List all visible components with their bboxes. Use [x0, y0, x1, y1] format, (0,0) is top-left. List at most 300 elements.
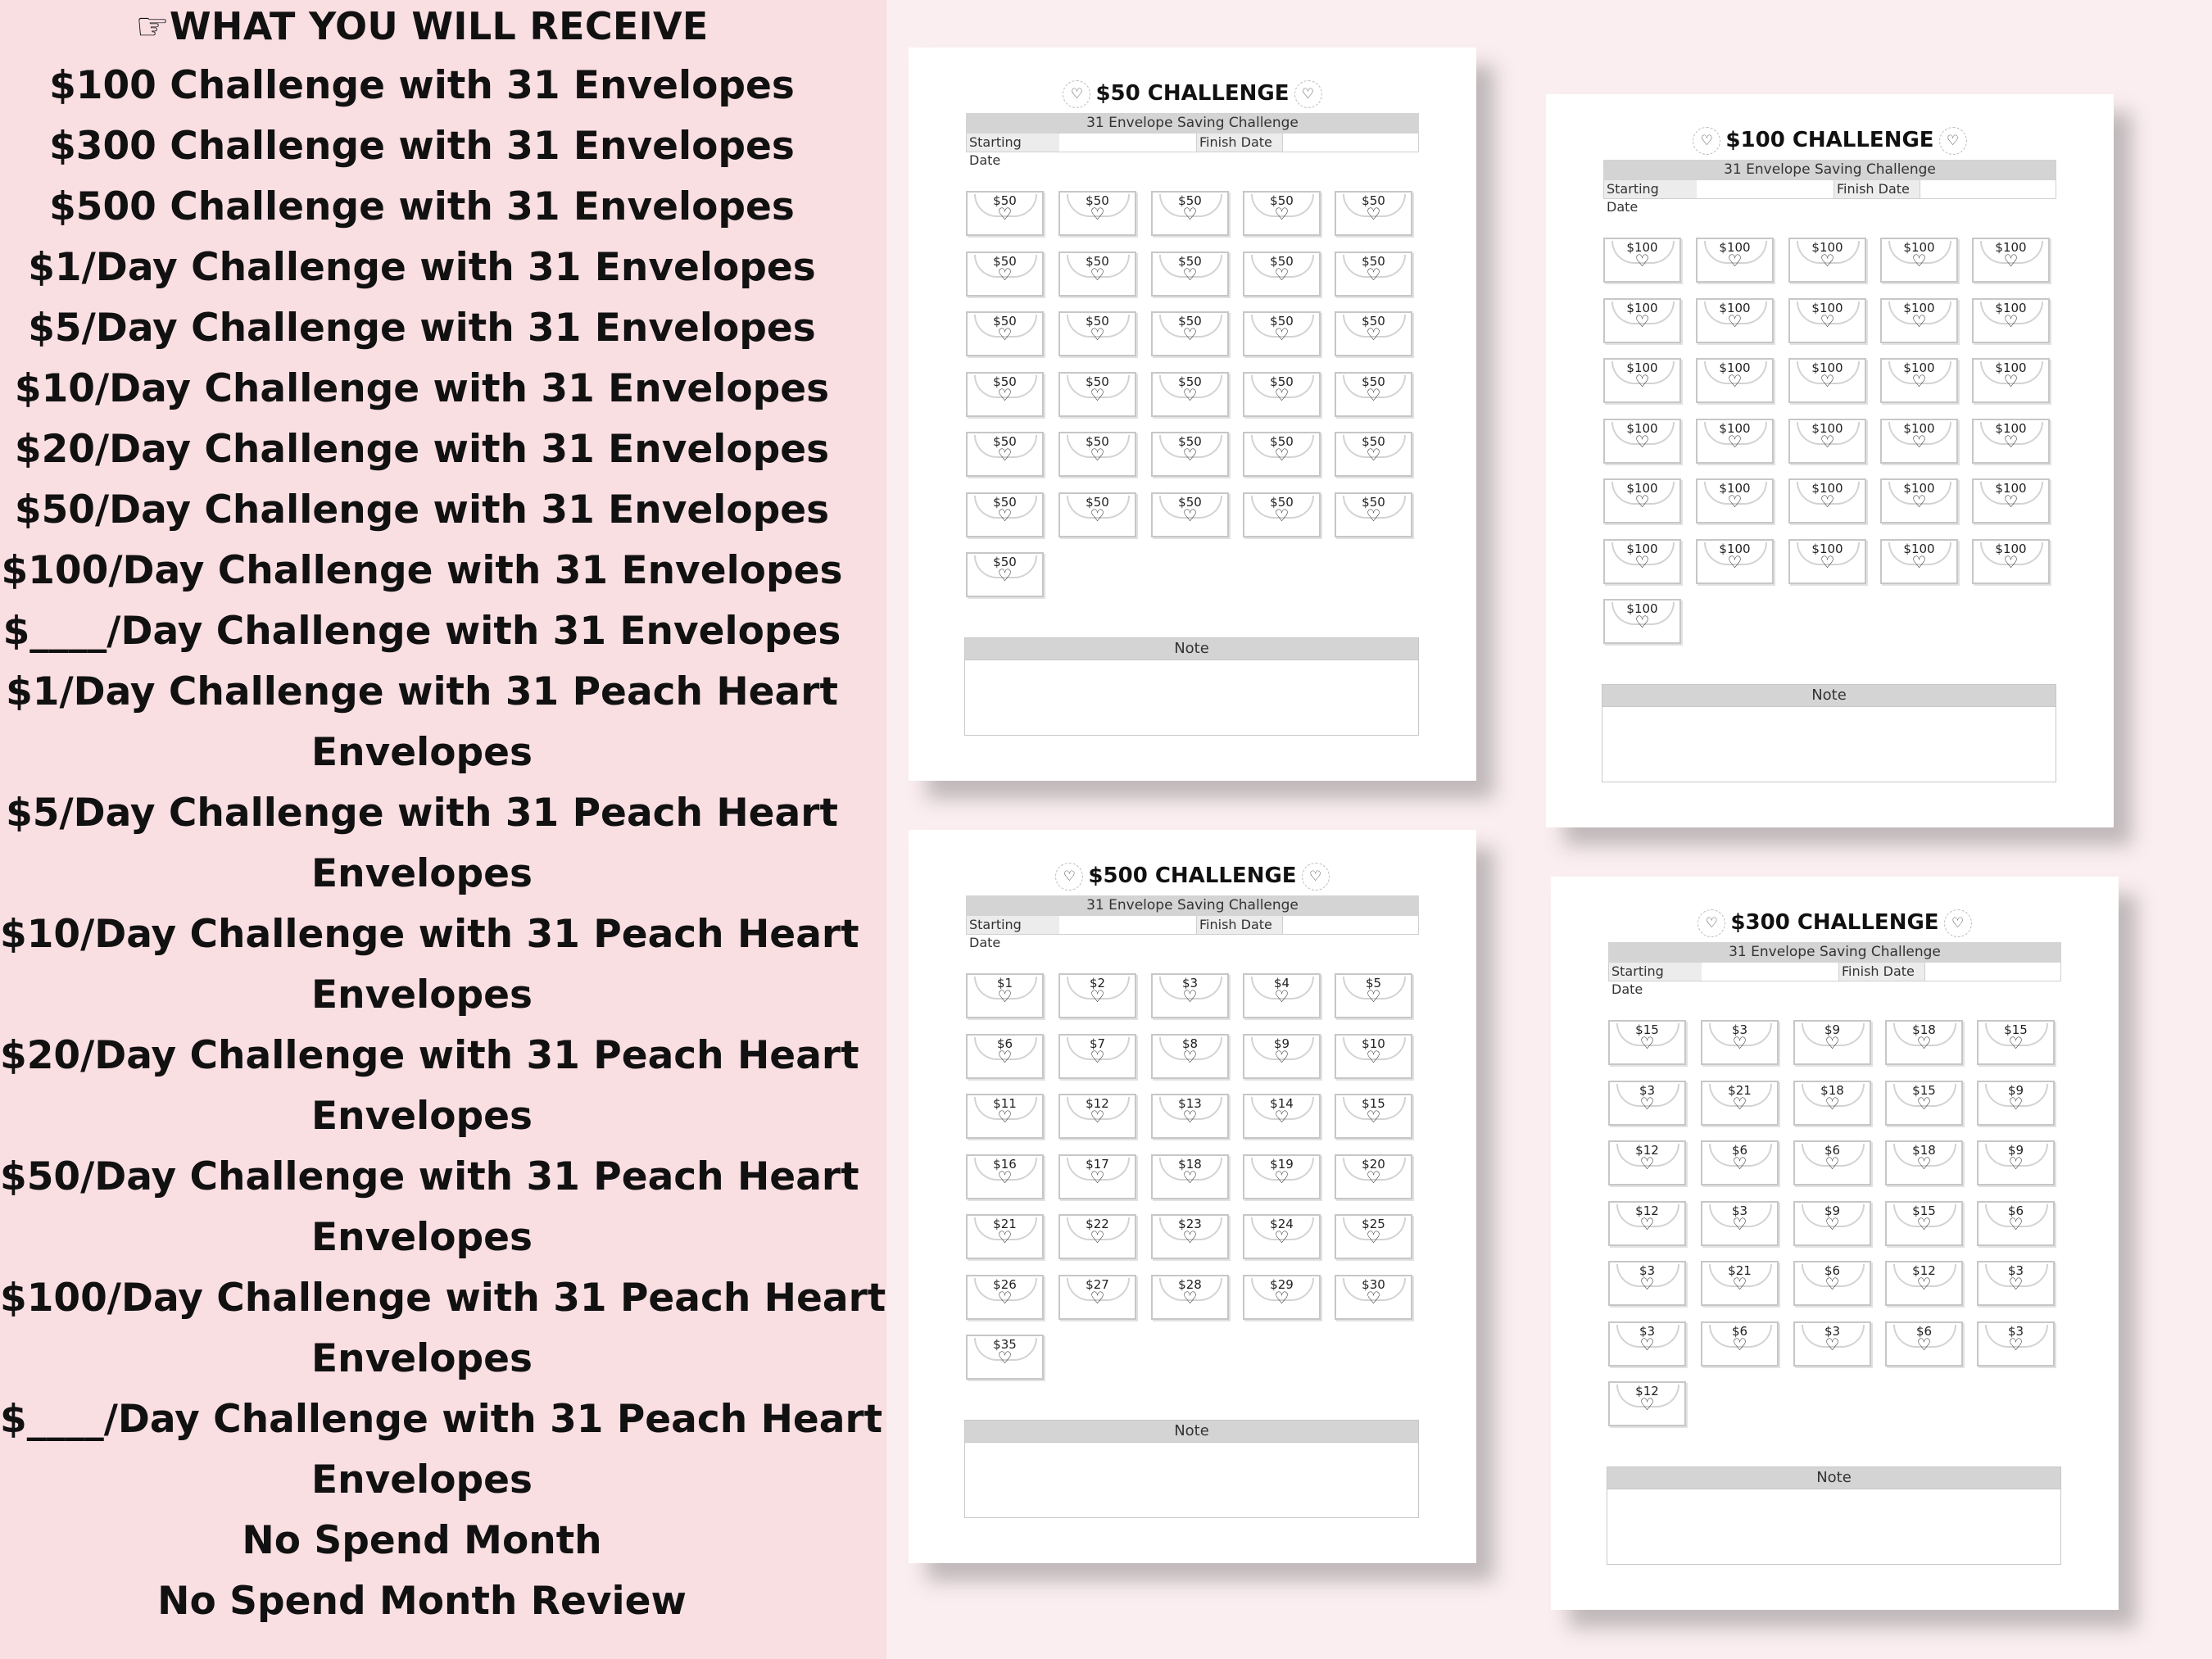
envelope-amount: $50	[993, 254, 1017, 269]
envelope	[1608, 1081, 1686, 1126]
envelope-amount: $100	[1811, 481, 1843, 496]
heart-icon: ♡	[1090, 1288, 1105, 1308]
envelope	[1243, 492, 1321, 537]
envelope-amount: $6	[996, 1036, 1013, 1051]
envelope	[1788, 419, 1866, 464]
heart-icon: ♡	[1824, 1033, 1840, 1053]
heart-icon: ♡	[1274, 986, 1290, 1006]
envelope-amount: $10	[1362, 1036, 1385, 1051]
envelope-amount: $50	[993, 193, 1017, 208]
envelope-amount: $100	[1719, 481, 1751, 496]
envelope-amount: $18	[1912, 1022, 1936, 1037]
receive-list-item: $____/Day Challenge with 31 Peach Heart	[0, 1397, 883, 1442]
heart-icon: ♡	[2008, 1154, 2024, 1173]
receive-list-item: Envelopes	[311, 1215, 533, 1260]
envelope-amount: $100	[1719, 240, 1751, 255]
heart-icon: ♡	[1911, 492, 1927, 511]
envelope-amount: $100	[1811, 360, 1843, 375]
envelope-amount: $24	[1270, 1217, 1294, 1231]
heart-icon: ♡	[1820, 492, 1835, 511]
heart-icon: ♡	[1911, 432, 1927, 451]
envelope-amount: $100	[1995, 481, 2027, 496]
heart-icon: ♡	[997, 986, 1013, 1006]
heart-icon: ♡	[1366, 1047, 1381, 1067]
envelope-amount: $25	[1362, 1217, 1385, 1231]
note-header: Note	[964, 1420, 1419, 1443]
heart-icon: ♡	[1366, 385, 1381, 405]
envelope	[1151, 432, 1229, 477]
envelope-amount: $12	[1912, 1263, 1936, 1278]
envelope-amount: $3	[1731, 1203, 1748, 1218]
heart-icon: ♡	[1916, 1274, 1932, 1294]
heart-icon: ♡	[1727, 251, 1743, 270]
envelope-amount: $12	[1635, 1384, 1659, 1398]
heart-icon: ♡	[1732, 1214, 1747, 1234]
envelope-amount: $12	[1086, 1096, 1109, 1111]
heart-icon: ♡	[1366, 204, 1381, 224]
heart-icon: ♡	[1916, 1154, 1932, 1173]
envelope	[1243, 432, 1321, 477]
heart-icon: ♡	[1366, 1107, 1381, 1126]
envelope-amount: $50	[993, 314, 1017, 329]
envelope-amount: $100	[1811, 240, 1843, 255]
envelope	[1696, 298, 1774, 343]
envelope	[1701, 1081, 1779, 1126]
heart-icon: ♡	[1274, 1167, 1290, 1187]
envelope-amount: $22	[1086, 1217, 1109, 1231]
envelope-amount: $100	[1995, 240, 2027, 255]
envelope-amount: $8	[1181, 1036, 1199, 1051]
envelope	[1335, 973, 1412, 1018]
heart-icon: ♡	[1639, 1335, 1655, 1354]
receive-list-item: No Spend Month	[242, 1518, 602, 1563]
note-header: Note	[1607, 1466, 2061, 1489]
envelope	[1880, 539, 1958, 584]
envelope	[1603, 478, 1681, 524]
envelope-amount: $13	[1178, 1096, 1202, 1111]
note-box	[1607, 1489, 2061, 1565]
challenge-sheet	[1551, 877, 2119, 1610]
heart-icon: ♡	[2008, 1094, 2024, 1113]
heart-icon: ♡	[997, 505, 1013, 525]
heart-icon: ♡	[997, 265, 1013, 284]
envelope	[966, 552, 1044, 597]
envelope-amount: $100	[1903, 240, 1935, 255]
envelope-amount: $50	[1270, 374, 1294, 389]
challenge-sheet	[909, 830, 1476, 1563]
envelope	[1058, 1094, 1136, 1139]
envelope-amount: $18	[1912, 1143, 1936, 1158]
envelope-amount: $50	[993, 495, 1017, 510]
heart-icon: ♡	[1820, 371, 1835, 391]
envelope-amount: $50	[993, 374, 1017, 389]
envelope	[1701, 1261, 1779, 1306]
envelope	[1608, 1321, 1686, 1367]
heart-icon: ♡	[1732, 1094, 1747, 1113]
envelope	[1335, 1154, 1412, 1199]
envelope	[1243, 1034, 1321, 1079]
sheet-title-text: $50 CHALLENGE	[1095, 81, 1290, 106]
envelope-amount: $100	[1811, 421, 1843, 436]
envelope	[1058, 492, 1136, 537]
note-box	[1602, 707, 2056, 782]
envelope	[966, 492, 1044, 537]
heart-icon: ♡	[1634, 552, 1650, 572]
envelope	[966, 311, 1044, 356]
envelope	[1151, 311, 1229, 356]
envelope	[1335, 191, 1412, 236]
heart-icon: ♡	[1182, 445, 1198, 465]
envelope	[1793, 1020, 1871, 1065]
envelope	[1151, 1214, 1229, 1259]
envelope	[1793, 1201, 1871, 1246]
envelope-amount: $2	[1089, 976, 1106, 990]
heart-icon: ♡	[1274, 1047, 1290, 1067]
receive-list-item: $10/Day Challenge with 31 Envelopes	[14, 366, 830, 411]
envelope-amount: $100	[1995, 421, 2027, 436]
envelope-amount: $100	[1811, 301, 1843, 315]
starting-date-label: Starting Date	[1604, 180, 1697, 198]
heart-icon: ♡	[1727, 552, 1743, 572]
envelope	[966, 432, 1044, 477]
heart-icon: ♡	[1634, 612, 1650, 632]
envelope-amount: $50	[1178, 495, 1202, 510]
sheet-title	[1551, 908, 2119, 937]
envelope-amount: $3	[1639, 1083, 1656, 1098]
envelope-amount: $3	[2007, 1324, 2024, 1339]
sheet-subtitle: 31 Envelope Saving Challenge	[966, 113, 1419, 134]
envelope-amount: $100	[1995, 301, 2027, 315]
receive-list-item: $100 Challenge with 31 Envelopes	[49, 63, 795, 108]
receive-list-item: Envelopes	[311, 972, 533, 1018]
envelope	[1696, 539, 1774, 584]
envelope	[1977, 1261, 2055, 1306]
envelope	[1880, 419, 1958, 464]
heart-icon: ♡	[1693, 127, 1720, 155]
finish-date-label: Finish Date	[1834, 180, 1920, 198]
heart-icon: ♡	[2008, 1214, 2024, 1234]
envelope-amount: $50	[1362, 374, 1385, 389]
heart-icon: ♡	[1090, 1227, 1105, 1247]
envelope-amount: $30	[1362, 1277, 1385, 1292]
envelope-amount: $100	[1626, 601, 1658, 616]
envelope-amount: $100	[1719, 301, 1751, 315]
envelope	[1977, 1020, 2055, 1065]
envelope-amount: $6	[1824, 1143, 1841, 1158]
envelope	[1885, 1321, 1963, 1367]
heart-icon: ♡	[1639, 1033, 1655, 1053]
envelope	[1335, 311, 1412, 356]
envelope	[1243, 1214, 1321, 1259]
date-row	[1608, 963, 2061, 997]
starting-date-label: Starting Date	[1609, 963, 1702, 981]
heart-icon: ♡	[1090, 986, 1105, 1006]
envelope-amount: $100	[1719, 542, 1751, 556]
envelope-amount: $100	[1903, 542, 1935, 556]
envelope-amount: $3	[1824, 1324, 1841, 1339]
envelope-amount: $100	[1719, 421, 1751, 436]
heart-icon: ♡	[1274, 204, 1290, 224]
heart-icon: ♡	[1639, 1214, 1655, 1234]
envelope-amount: $50	[1362, 495, 1385, 510]
envelope-amount: $15	[2004, 1022, 2028, 1037]
envelope-amount: $26	[993, 1277, 1017, 1292]
heart-icon: ♡	[1939, 127, 1967, 155]
heart-icon: ♡	[2003, 311, 2019, 331]
heart-icon: ♡	[1698, 909, 1725, 937]
envelope	[1885, 1261, 1963, 1306]
heart-icon: ♡	[1063, 80, 1090, 108]
envelope	[1880, 298, 1958, 343]
note-box	[964, 1443, 1419, 1518]
receive-list-item: $500 Challenge with 31 Envelopes	[49, 184, 795, 229]
envelope	[1788, 238, 1866, 283]
envelope	[966, 1094, 1044, 1139]
heart-icon: ♡	[1732, 1033, 1747, 1053]
envelope	[1972, 478, 2050, 524]
envelope	[1788, 478, 1866, 524]
heart-icon: ♡	[1732, 1274, 1747, 1294]
receive-list-item: $____/Day Challenge with 31 Envelopes	[2, 609, 841, 654]
envelope	[1058, 432, 1136, 477]
envelope-amount: $50	[1178, 254, 1202, 269]
envelope-amount: $9	[2007, 1083, 2024, 1098]
envelope-amount: $100	[1626, 240, 1658, 255]
heart-icon: ♡	[1302, 863, 1330, 891]
heart-icon: ♡	[1911, 251, 1927, 270]
envelope-amount: $15	[1362, 1096, 1385, 1111]
receive-list-item: $50/Day Challenge with 31 Envelopes	[14, 487, 830, 533]
heart-icon: ♡	[997, 385, 1013, 405]
heart-icon: ♡	[1944, 909, 1972, 937]
heart-icon: ♡	[997, 1107, 1013, 1126]
envelope-amount: $28	[1178, 1277, 1202, 1292]
envelope	[1880, 478, 1958, 524]
heart-icon: ♡	[1182, 1107, 1198, 1126]
receive-list-item: $50/Day Challenge with 31 Peach Heart	[0, 1154, 859, 1199]
envelope-amount: $21	[1728, 1263, 1752, 1278]
receive-heading: ☞WHAT YOU WILL RECEIVE	[135, 4, 709, 48]
sheet-title	[1546, 125, 2114, 155]
heart-icon: ♡	[1090, 1107, 1105, 1126]
envelope	[1972, 419, 2050, 464]
heart-icon: ♡	[2008, 1274, 2024, 1294]
heart-icon: ♡	[1634, 492, 1650, 511]
receive-list-item: $300 Challenge with 31 Envelopes	[49, 124, 795, 169]
envelope	[1972, 358, 2050, 403]
challenge-sheet	[909, 48, 1476, 781]
heart-icon: ♡	[997, 445, 1013, 465]
envelope	[1058, 252, 1136, 297]
envelope-amount: $17	[1086, 1157, 1109, 1172]
envelope	[1151, 1034, 1229, 1079]
envelope-amount: $50	[1178, 374, 1202, 389]
heart-icon: ♡	[1366, 1288, 1381, 1308]
envelope	[1880, 358, 1958, 403]
envelope-amount: $6	[1731, 1324, 1748, 1339]
envelope-amount: $50	[1178, 193, 1202, 208]
envelope	[1058, 1154, 1136, 1199]
envelope-amount: $50	[1270, 314, 1294, 329]
heart-icon: ♡	[1639, 1154, 1655, 1173]
envelope	[1788, 298, 1866, 343]
heart-icon: ♡	[1090, 265, 1105, 284]
heart-icon: ♡	[1182, 265, 1198, 284]
envelope-amount: $12	[1635, 1143, 1659, 1158]
receive-list-item: $20/Day Challenge with 31 Peach Heart	[0, 1033, 859, 1078]
envelope	[1243, 191, 1321, 236]
heart-icon: ♡	[1366, 1227, 1381, 1247]
envelope	[1885, 1201, 1963, 1246]
heart-icon: ♡	[1182, 1167, 1198, 1187]
envelope	[1058, 1034, 1136, 1079]
envelope	[1696, 238, 1774, 283]
envelope	[1151, 973, 1229, 1018]
heart-icon: ♡	[997, 1227, 1013, 1247]
date-row	[1603, 180, 2056, 215]
heart-icon: ♡	[1182, 204, 1198, 224]
envelope	[1603, 298, 1681, 343]
heart-icon: ♡	[1294, 80, 1322, 108]
receive-list-item: $100/Day Challenge with 31 Envelopes	[1, 548, 843, 593]
heart-icon: ♡	[1911, 311, 1927, 331]
envelope-amount: $50	[1362, 193, 1385, 208]
envelope	[1885, 1020, 1963, 1065]
heart-icon: ♡	[1911, 371, 1927, 391]
envelope-amount: $100	[1995, 542, 2027, 556]
sheet-title-text: $100 CHALLENGE	[1725, 128, 1934, 152]
receive-list-item: Envelopes	[311, 1457, 533, 1503]
envelope-amount: $100	[1626, 301, 1658, 315]
sheet-title	[909, 79, 1476, 108]
envelope-amount: $27	[1086, 1277, 1109, 1292]
envelope	[966, 973, 1044, 1018]
heart-icon: ♡	[1090, 385, 1105, 405]
envelope	[1608, 1261, 1686, 1306]
envelope-amount: $21	[1728, 1083, 1752, 1098]
heart-icon: ♡	[1182, 1288, 1198, 1308]
envelope-amount: $3	[2007, 1263, 2024, 1278]
envelope	[1788, 358, 1866, 403]
envelope	[966, 252, 1044, 297]
envelope	[1243, 1275, 1321, 1320]
envelope	[1243, 252, 1321, 297]
heart-icon: ♡	[2008, 1033, 2024, 1053]
heart-icon: ♡	[1366, 324, 1381, 344]
heart-icon: ♡	[997, 565, 1013, 585]
envelope	[1608, 1020, 1686, 1065]
envelope	[1608, 1381, 1686, 1426]
heart-icon: ♡	[1274, 1288, 1290, 1308]
envelope-amount: $1	[996, 976, 1013, 990]
envelope	[1788, 539, 1866, 584]
envelope	[1696, 419, 1774, 464]
envelope	[966, 1034, 1044, 1079]
heart-icon: ♡	[1274, 324, 1290, 344]
envelope-amount: $6	[1915, 1324, 1933, 1339]
sheet-subtitle: 31 Envelope Saving Challenge	[966, 895, 1419, 916]
envelope	[1701, 1201, 1779, 1246]
starting-date-label: Starting Date	[967, 134, 1059, 152]
envelope-amount: $50	[1362, 314, 1385, 329]
heart-icon: ♡	[1182, 505, 1198, 525]
heart-icon: ♡	[2003, 371, 2019, 391]
envelope-amount: $50	[1086, 254, 1109, 269]
receive-list-item: $5/Day Challenge with 31 Peach Heart	[6, 791, 838, 836]
envelope	[1793, 1321, 1871, 1367]
envelope-amount: $100	[1626, 481, 1658, 496]
heart-icon: ♡	[1916, 1033, 1932, 1053]
note-box	[964, 660, 1419, 736]
heart-icon: ♡	[1824, 1335, 1840, 1354]
envelope	[1151, 492, 1229, 537]
heart-icon: ♡	[2003, 552, 2019, 572]
heart-icon: ♡	[1727, 371, 1743, 391]
envelope-amount: $50	[1270, 434, 1294, 449]
heart-icon: ♡	[1824, 1094, 1840, 1113]
envelope	[1603, 358, 1681, 403]
heart-icon: ♡	[1274, 445, 1290, 465]
starting-date-label: Starting Date	[967, 916, 1059, 934]
envelope	[1972, 539, 2050, 584]
heart-icon: ♡	[1634, 371, 1650, 391]
heart-icon: ♡	[1639, 1094, 1655, 1113]
heart-icon: ♡	[1820, 432, 1835, 451]
heart-icon: ♡	[1090, 1167, 1105, 1187]
heart-icon: ♡	[997, 324, 1013, 344]
envelope-amount: $100	[1626, 360, 1658, 375]
envelope-amount: $50	[1270, 254, 1294, 269]
sheet-subtitle: 31 Envelope Saving Challenge	[1603, 160, 2056, 180]
envelope-amount: $7	[1089, 1036, 1106, 1051]
envelope-amount: $6	[1824, 1263, 1841, 1278]
heart-icon: ♡	[1366, 1167, 1381, 1187]
envelope-amount: $100	[1811, 542, 1843, 556]
heart-icon: ♡	[997, 1348, 1013, 1367]
sheet-title	[909, 861, 1476, 891]
envelope	[1603, 238, 1681, 283]
envelope	[1608, 1140, 1686, 1185]
envelope	[1977, 1140, 2055, 1185]
envelope	[966, 1214, 1044, 1259]
heart-icon: ♡	[1090, 204, 1105, 224]
heart-icon: ♡	[1916, 1094, 1932, 1113]
envelope-amount: $35	[993, 1337, 1017, 1352]
envelope-amount: $100	[1903, 360, 1935, 375]
heart-icon: ♡	[1274, 1227, 1290, 1247]
envelope	[1972, 298, 2050, 343]
envelope	[1335, 1275, 1412, 1320]
envelope-amount: $50	[1270, 495, 1294, 510]
receive-list-item: No Spend Month Review	[157, 1579, 687, 1624]
heart-icon: ♡	[1639, 1394, 1655, 1414]
envelope	[1151, 1094, 1229, 1139]
envelope-amount: $20	[1362, 1157, 1385, 1172]
envelope-amount: $9	[1824, 1022, 1841, 1037]
envelope	[1977, 1201, 2055, 1246]
note-header: Note	[964, 637, 1419, 660]
sheet-title-text: $500 CHALLENGE	[1088, 863, 1297, 888]
envelope-amount: $50	[1086, 314, 1109, 329]
envelope	[1335, 1214, 1412, 1259]
envelope-amount: $21	[993, 1217, 1017, 1231]
envelope-amount: $4	[1273, 976, 1290, 990]
envelope	[1151, 252, 1229, 297]
heart-icon: ♡	[1727, 432, 1743, 451]
heart-icon: ♡	[1820, 311, 1835, 331]
receive-list-item: $100/Day Challenge with 31 Peach Heart	[0, 1276, 886, 1321]
heart-icon: ♡	[1824, 1214, 1840, 1234]
